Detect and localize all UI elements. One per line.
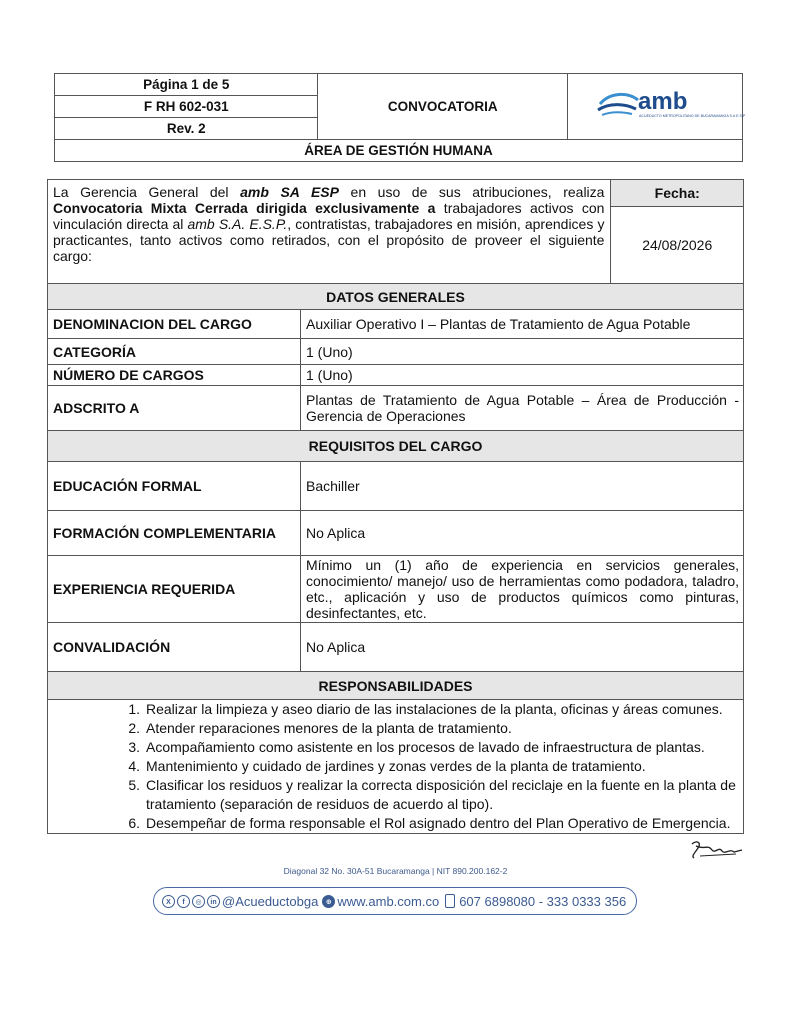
document-title: CONVOCATORIA (318, 74, 568, 140)
amb-logo (568, 74, 746, 140)
facebook-icon[interactable]: f (177, 895, 190, 908)
footer-address: Diagonal 32 No. 30A-51 Bucaramanga | NIT 890.200.162-2 (283, 866, 508, 876)
fecha-label: Fecha: (611, 180, 744, 207)
field-value: No Aplica (301, 511, 744, 556)
field-label: FORMACIÓN COMPLEMENTARIA (48, 511, 301, 556)
revision: Rev. 2 (55, 118, 318, 140)
field-value: 1 (Uno) (301, 339, 744, 365)
instagram-icon[interactable]: ◎ (192, 895, 205, 908)
field-label: NÚMERO DE CARGOS (48, 365, 301, 386)
section-datos-generales: DATOS GENERALES (48, 284, 744, 310)
social-handle[interactable]: @Acueductobga (222, 893, 319, 909)
field-value: Mínimo un (1) año de experiencia en servicios generales, conocimiento/ manejo/ uso de herramientas como podadora, taladro, etc., aplicación y uso de productos químicos como pinturas, desinfectantes, etc. (301, 556, 744, 623)
list-item: Atender reparaciones menores de la planta de tratamiento. (146, 720, 512, 736)
svg-text:amb: amb (638, 88, 688, 115)
form-code: F RH 602-031 (55, 96, 318, 118)
field-value: Auxiliar Operativo I – Plantas de Tratamiento de Agua Potable (301, 310, 744, 339)
field-label: EXPERIENCIA REQUERIDA (48, 556, 301, 623)
list-item: Acompañamiento como asistente en los procesos de lavado de infraestructura de plantas. (146, 739, 705, 755)
section-requisitos: REQUISITOS DEL CARGO (48, 431, 744, 462)
field-label: ADSCRITO A (48, 386, 301, 431)
field-label: CATEGORÍA (48, 339, 301, 365)
list-item: Mantenimiento y cuidado de jardines y zonas verdes de la planta de tratamiento. (146, 758, 646, 774)
intro-paragraph: La Gerencia General del amb SA ESP en uso de sus atribuciones, realiza Convocatoria Mixta Cerrada dirigida exclusivamente a trabajadores activos con vinculación directa al amb S.A. E.S.P., contratistas, trabajadores en misión, aprendices y practicantes, tanto activos como retirados, con el propósito de proveer el siguiente cargo: (48, 180, 611, 284)
list-item: Clasificar los residuos y realizar la correcta disposición del reciclaje en la fuente en la planta de tratamiento (separación de residuos de acuerdo al tipo). (146, 777, 736, 812)
footer-contact-bar (153, 887, 637, 915)
field-value: No Aplica (301, 623, 744, 672)
convocatoria-table (47, 179, 744, 834)
phone-numbers: 607 6898080 - 333 0333 356 (459, 893, 627, 909)
field-value: Bachiller (301, 462, 744, 511)
list-item: Desempeñar de forma responsable el Rol asignado dentro del Plan Operativo de Emergencia. (146, 815, 731, 831)
page-number: Página 1 de 5 (55, 74, 318, 96)
phone-icon (445, 894, 455, 908)
field-value: Plantas de Tratamiento de Agua Potable – Área de Producción - Gerencia de Operaciones (301, 386, 744, 431)
area-title: ÁREA DE GESTIÓN HUMANA (55, 140, 743, 162)
linkedin-icon[interactable]: in (207, 895, 220, 908)
field-value: 1 (Uno) (301, 365, 744, 386)
amb-logo-icon (596, 84, 746, 124)
field-label: EDUCACIÓN FORMAL (48, 462, 301, 511)
signature-image (686, 836, 746, 866)
fecha-value: 24/08/2026 (611, 207, 744, 284)
field-label: DENOMINACION DEL CARGO (48, 310, 301, 339)
responsabilidades-list (48, 700, 744, 834)
document-header (54, 73, 746, 162)
svg-text:ACUEDUCTO METROPOLITANO DE BUC: ACUEDUCTO METROPOLITANO DE BUCARAMANGA S.A E.S.P (639, 114, 746, 118)
x-icon[interactable]: X (162, 895, 175, 908)
field-label: CONVALIDACIÓN (48, 623, 301, 672)
list-item: Realizar la limpieza y aseo diario de las instalaciones de la planta, oficinas y áreas comunes. (146, 701, 723, 717)
section-responsabilidades: RESPONSABILIDADES (48, 672, 744, 700)
website-link[interactable]: www.amb.com.co (337, 893, 440, 909)
globe-icon: ⊕ (322, 895, 335, 908)
